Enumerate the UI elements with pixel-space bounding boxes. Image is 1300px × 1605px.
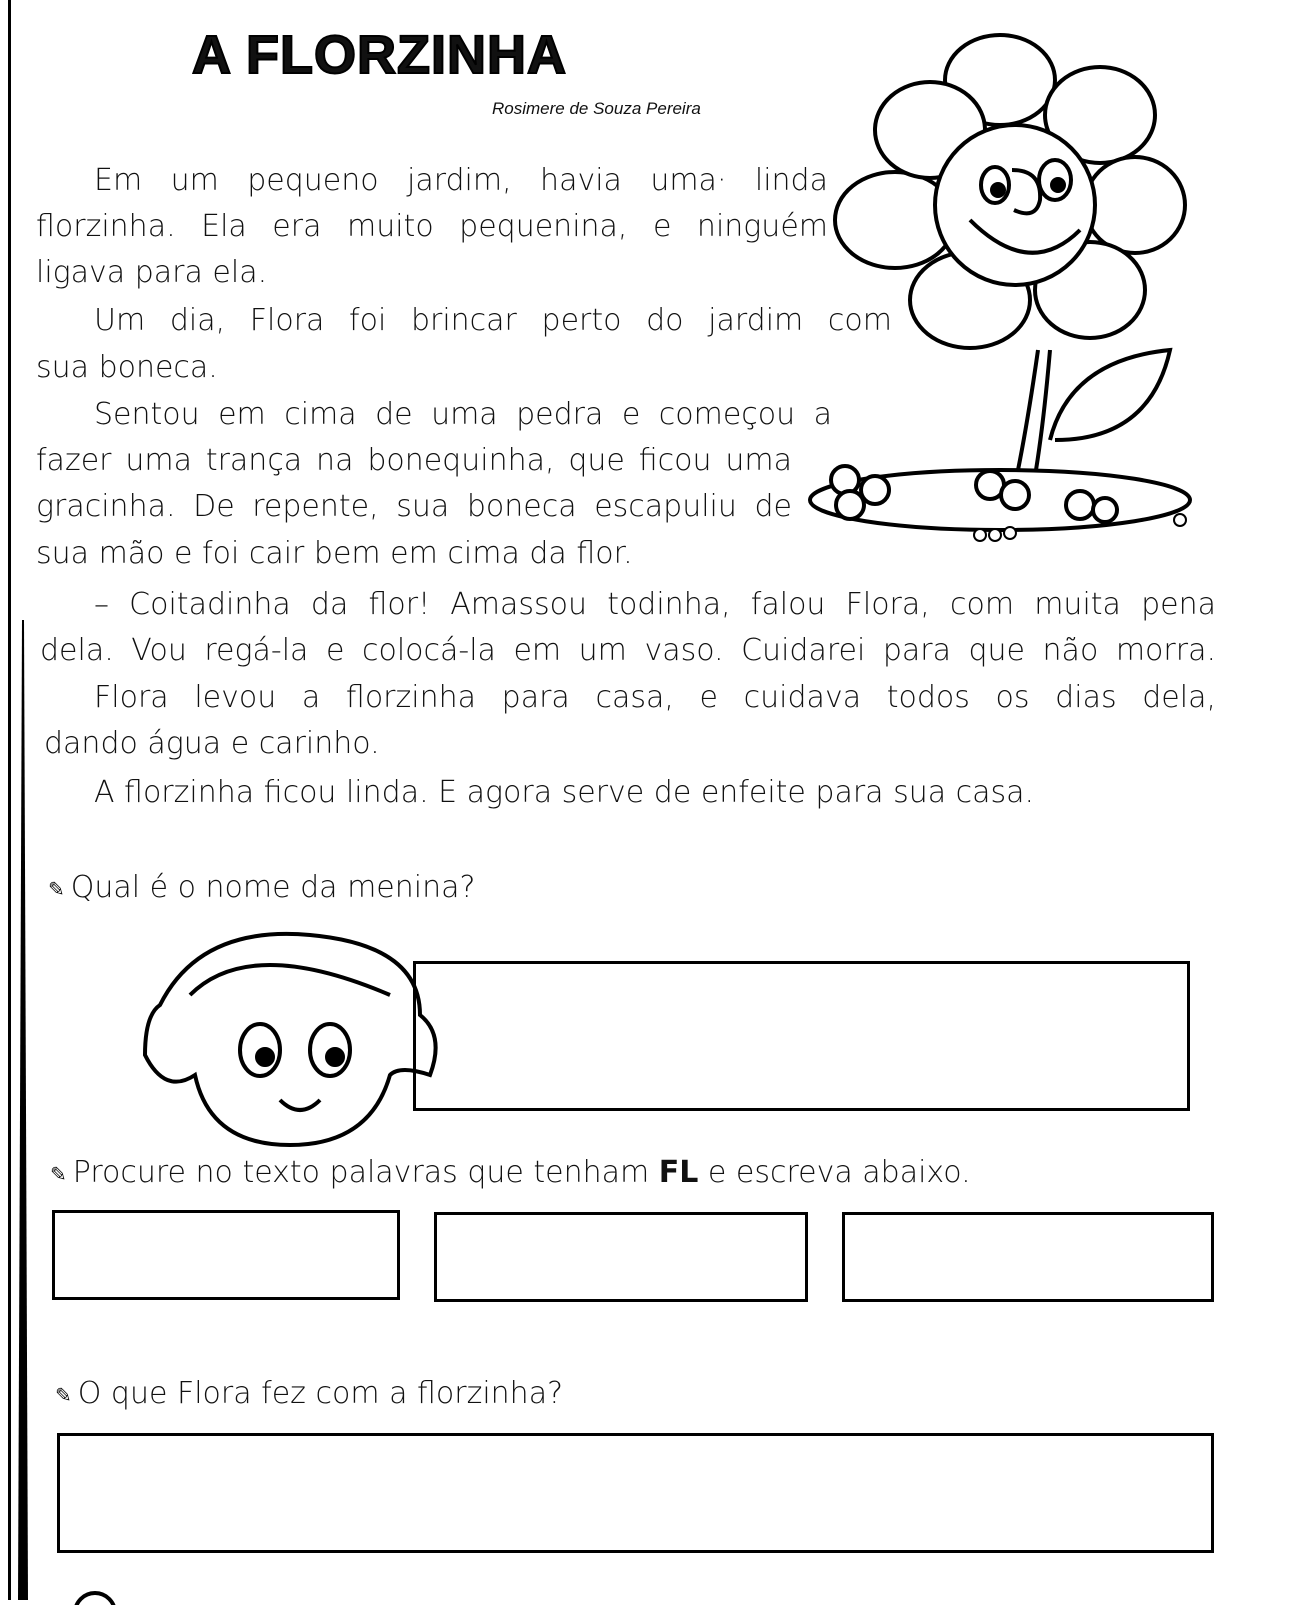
page-border-thick	[18, 620, 28, 1600]
page-border	[8, 0, 11, 1600]
author: Rosimere de Souza Pereira	[492, 99, 701, 118]
girl-illustration	[130, 925, 450, 1155]
story-line: florzinha. Ela era muito pequenina, e ninguém	[36, 209, 828, 244]
question-1	[48, 870, 475, 905]
story-line: ligava para ela.	[36, 255, 268, 290]
story-line: gracinha. De repente, sua boneca escapuliu de	[36, 489, 792, 524]
question-3	[55, 1376, 563, 1411]
circle-mark	[65, 1585, 125, 1605]
question-2-bold: FL	[658, 1155, 699, 1190]
story-line: Um dia, Flora foi brincar perto do jardim com	[94, 303, 892, 338]
answer-box-what-flora-did[interactable]	[57, 1433, 1214, 1553]
story-line: – Coitadinha da flor! Amassou todinha, falou Flora, com muita pena	[94, 587, 1216, 622]
story-line: Em um pequeno jardim, havia uma· linda	[94, 163, 828, 198]
answer-box-fl-1[interactable]	[52, 1210, 400, 1300]
answer-box-fl-2[interactable]	[434, 1212, 808, 1302]
pencil-icon: ✎	[48, 876, 65, 901]
answer-box-fl-3[interactable]	[842, 1212, 1214, 1302]
story-line: Sentou em cima de uma pedra e começou a	[94, 397, 832, 432]
answer-box-girl-name[interactable]	[413, 961, 1190, 1111]
question-3-text: O que Flora fez com a florzinha?	[77, 1376, 563, 1411]
question-2-text: Procure no texto palavras que tenham	[72, 1155, 659, 1190]
question-2	[50, 1155, 971, 1190]
story-line: sua mão e foi cair bem em cima da flor.	[36, 536, 633, 571]
story-line: fazer uma trança na bonequinha, que ficou uma	[36, 443, 792, 478]
worksheet-title: A FLORZINHA	[192, 25, 567, 85]
pencil-icon: ✎	[55, 1382, 72, 1407]
story-line: Flora levou a florzinha para casa, e cuidava todos os dias dela,	[94, 680, 1216, 715]
story-line: dela. Vou regá-la e colocá-la em um vaso. Cuidarei para que não morra.	[40, 633, 1216, 668]
story-line: dando água e carinho.	[44, 726, 380, 761]
story-line: sua boneca.	[36, 350, 218, 385]
story-line: A florzinha ficou linda. E agora serve de enfeite para sua casa.	[94, 775, 1035, 810]
pencil-icon: ✎	[50, 1161, 67, 1186]
question-1-text: Qual é o nome da menina?	[70, 870, 476, 905]
flower-illustration	[800, 20, 1220, 560]
question-2-text-end: e escreva abaixo.	[698, 1155, 971, 1190]
